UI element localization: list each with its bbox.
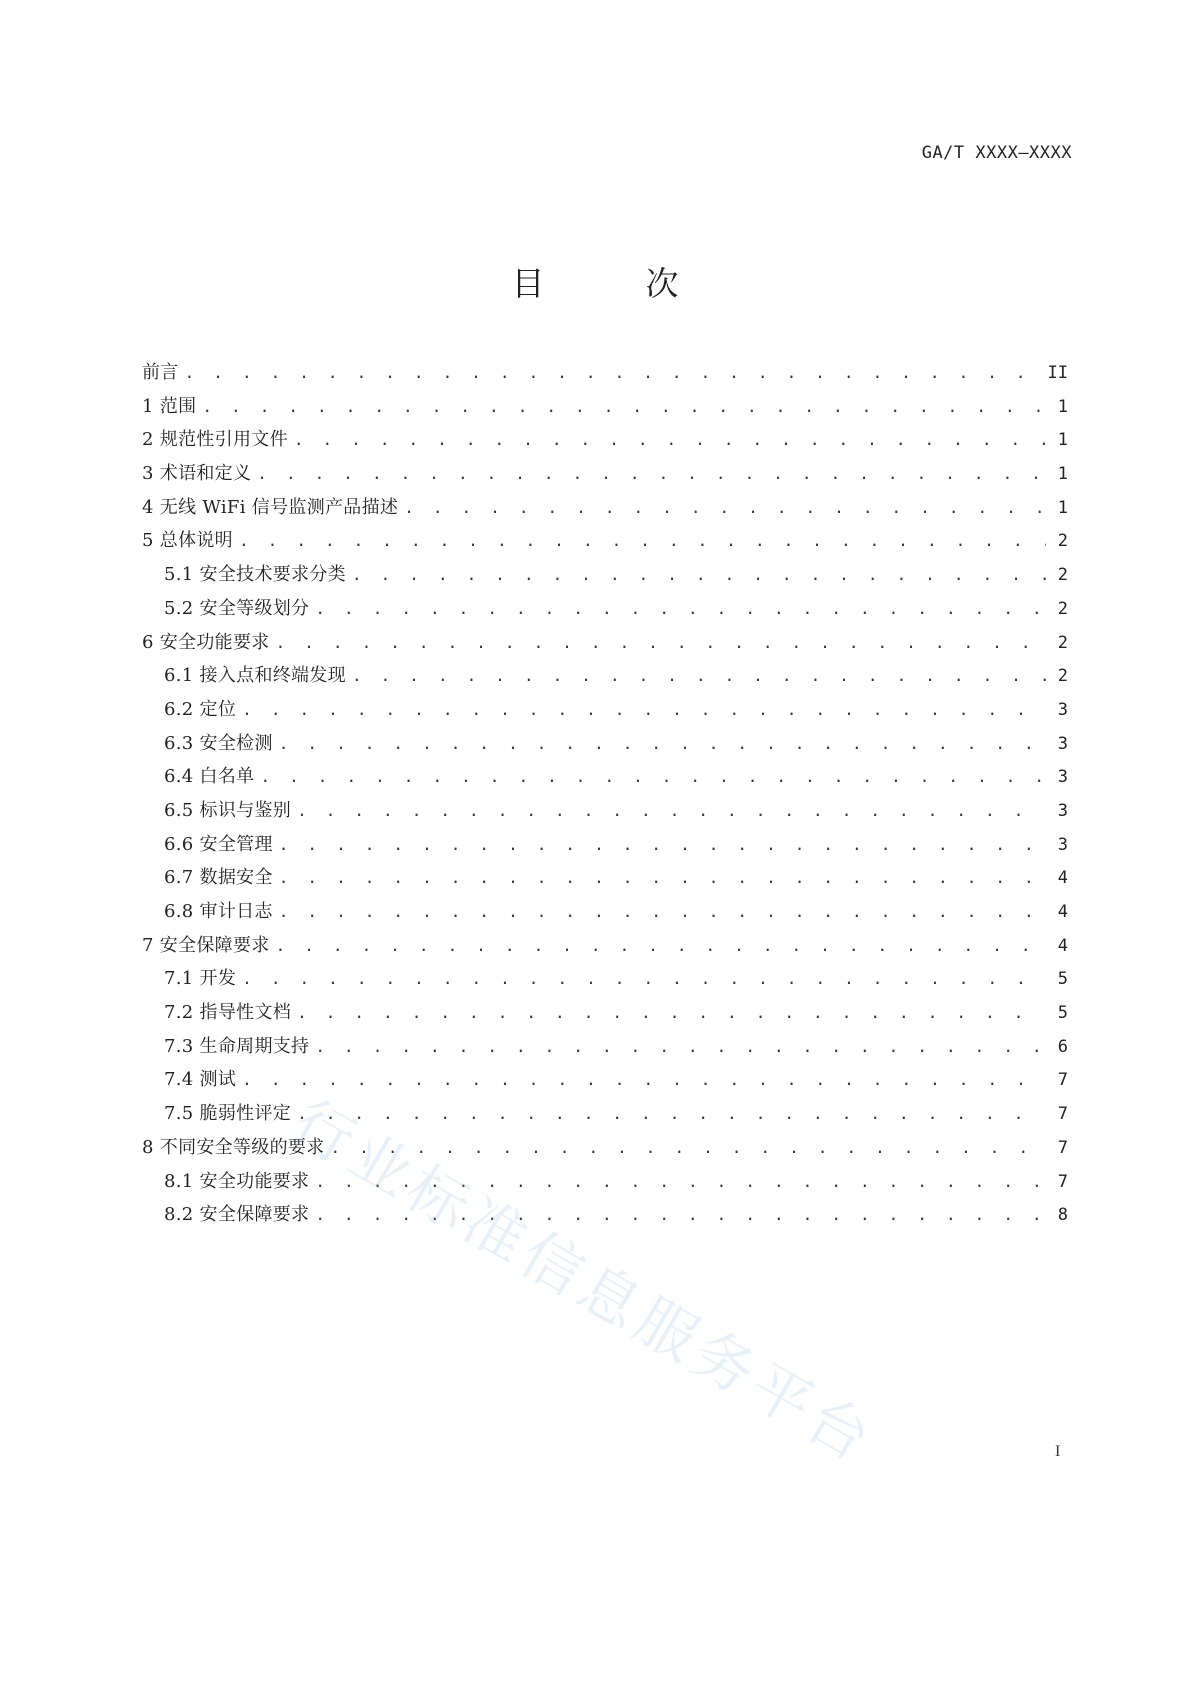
toc-entry-label: 6.7 数据安全 <box>164 867 273 889</box>
toc-entry-page: 2 <box>1057 598 1068 619</box>
toc-entry-label: 7 安全保障要求 <box>142 934 270 956</box>
dot-leader <box>242 1063 1046 1097</box>
toc-entry-label: 7.5 脆弱性评定 <box>164 1103 292 1125</box>
toc-entry[interactable] <box>142 1131 1068 1165</box>
toc-entry-page: II <box>1047 363 1068 383</box>
dot-leader <box>239 524 1046 558</box>
toc-entry-label: 5.1 安全技术要求分类 <box>164 564 346 586</box>
toc-entry-page: 5 <box>1057 969 1068 990</box>
toc-entry-page: 3 <box>1057 733 1068 754</box>
toc-entry[interactable] <box>142 659 1068 693</box>
toc-entry-page: 1 <box>1057 396 1068 417</box>
toc-entry[interactable] <box>142 929 1068 963</box>
toc-entry-page: 7 <box>1057 1070 1068 1091</box>
toc-entry-page: 3 <box>1057 800 1068 821</box>
toc-entry-page: 2 <box>1057 666 1068 687</box>
dot-leader <box>315 1165 1046 1199</box>
toc-entry[interactable] <box>142 996 1068 1030</box>
toc-entry-page: 3 <box>1057 834 1068 855</box>
toc-entry-label: 7.1 开发 <box>164 968 237 990</box>
toc-entry-page: 2 <box>1057 531 1068 552</box>
toc-entry[interactable] <box>142 895 1068 929</box>
toc-entry-label: 前言 <box>142 362 179 383</box>
dot-leader <box>404 491 1046 525</box>
dot-leader <box>315 1198 1046 1232</box>
toc-entry-label: 7.2 指导性文档 <box>164 1002 292 1024</box>
toc-entry[interactable] <box>142 491 1068 525</box>
toc-entry-page: 2 <box>1057 565 1068 586</box>
toc-entry[interactable] <box>142 423 1068 457</box>
dot-leader <box>242 693 1046 727</box>
dot-leader <box>315 592 1046 626</box>
toc-entry[interactable] <box>142 1198 1068 1232</box>
toc-entry-label: 8.1 安全功能要求 <box>164 1170 310 1192</box>
page-title: 目 次 <box>511 264 713 303</box>
toc-entry[interactable] <box>142 592 1068 626</box>
toc-entry-page: 4 <box>1057 935 1068 956</box>
toc-entry-label: 3 术语和定义 <box>142 463 252 485</box>
toc-entry[interactable] <box>142 828 1068 862</box>
toc-entry[interactable] <box>142 1030 1068 1064</box>
dot-leader <box>315 1030 1046 1064</box>
toc-entry-page: 7 <box>1057 1104 1068 1125</box>
toc-entry[interactable] <box>142 457 1068 491</box>
toc-entry-page: 1 <box>1057 497 1068 518</box>
dot-leader <box>279 727 1046 761</box>
dot-leader <box>260 760 1046 794</box>
dot-leader <box>279 895 1046 929</box>
dot-leader <box>279 828 1046 862</box>
dot-leader <box>202 390 1046 424</box>
toc-entry[interactable] <box>142 693 1068 727</box>
watermark: 行业标准信息服务平台 <box>280 1087 887 1478</box>
toc-entry-label: 5 总体说明 <box>142 530 233 552</box>
toc-entry[interactable] <box>142 962 1068 996</box>
table-of-contents <box>142 356 1068 1232</box>
dot-leader <box>352 659 1046 693</box>
toc-entry-label: 4 无线 WiFi 信号监测产品描述 <box>142 496 399 518</box>
toc-entry-page: 7 <box>1057 1137 1068 1158</box>
dot-leader <box>279 861 1046 895</box>
dot-leader <box>276 626 1046 660</box>
toc-entry[interactable] <box>142 626 1068 660</box>
toc-entry-label: 6.3 安全检测 <box>164 732 273 754</box>
toc-entry-label: 8 不同安全等级的要求 <box>142 1136 325 1158</box>
toc-entry-page: 5 <box>1057 1003 1068 1024</box>
toc-entry-page: 3 <box>1057 699 1068 720</box>
dot-leader <box>297 1097 1046 1131</box>
toc-entry[interactable] <box>142 1097 1068 1131</box>
toc-entry[interactable] <box>142 794 1068 828</box>
toc-entry-label: 6.5 标识与鉴别 <box>164 799 292 821</box>
toc-entry-page: 4 <box>1057 868 1068 889</box>
toc-entry-label: 6.6 安全管理 <box>164 833 273 855</box>
toc-entry-label: 6.2 定位 <box>164 698 237 720</box>
toc-entry-label: 6.8 审计日志 <box>164 901 273 922</box>
toc-entry-page: 7 <box>1057 1171 1068 1192</box>
document-code: GA/T XXXX—XXXX <box>921 143 1072 163</box>
dot-leader <box>297 794 1046 828</box>
dot-leader <box>242 962 1046 996</box>
dot-leader <box>276 929 1046 963</box>
toc-entry-label: 1 范围 <box>142 395 197 417</box>
toc-entry[interactable] <box>142 760 1068 794</box>
toc-entry-label: 7.3 生命周期支持 <box>164 1035 310 1057</box>
toc-entry-page: 6 <box>1057 1036 1068 1057</box>
dot-leader <box>257 457 1046 491</box>
toc-entry-label: 8.2 安全保障要求 <box>164 1204 310 1226</box>
toc-entry-label: 7.4 测试 <box>164 1069 237 1091</box>
toc-entry-label: 5.2 安全等级划分 <box>164 597 310 619</box>
toc-entry[interactable] <box>142 524 1068 558</box>
toc-entry[interactable] <box>142 356 1068 390</box>
page-number: I <box>1055 1443 1061 1460</box>
toc-entry[interactable] <box>142 861 1068 895</box>
toc-entry-page: 2 <box>1057 632 1068 653</box>
toc-entry[interactable] <box>142 727 1068 761</box>
toc-entry-label: 6.1 接入点和终端发现 <box>164 665 346 687</box>
toc-entry-label: 6 安全功能要求 <box>142 631 270 653</box>
toc-entry[interactable] <box>142 390 1068 424</box>
toc-entry-page: 1 <box>1057 464 1068 485</box>
dot-leader <box>297 996 1046 1030</box>
dot-leader <box>294 423 1046 457</box>
toc-entry-page: 1 <box>1057 430 1068 451</box>
toc-entry-label: 6.4 白名单 <box>164 766 255 788</box>
toc-entry-page: 8 <box>1057 1205 1068 1226</box>
dot-leader <box>185 356 1040 390</box>
toc-entry-page: 3 <box>1057 767 1068 788</box>
dot-leader <box>330 1131 1046 1165</box>
toc-entry-label: 2 规范性引用文件 <box>142 429 288 451</box>
toc-entry-page: 4 <box>1057 902 1068 922</box>
toc-entry[interactable] <box>142 1165 1068 1199</box>
toc-entry[interactable] <box>142 558 1068 592</box>
dot-leader <box>352 558 1046 592</box>
toc-entry[interactable] <box>142 1063 1068 1097</box>
